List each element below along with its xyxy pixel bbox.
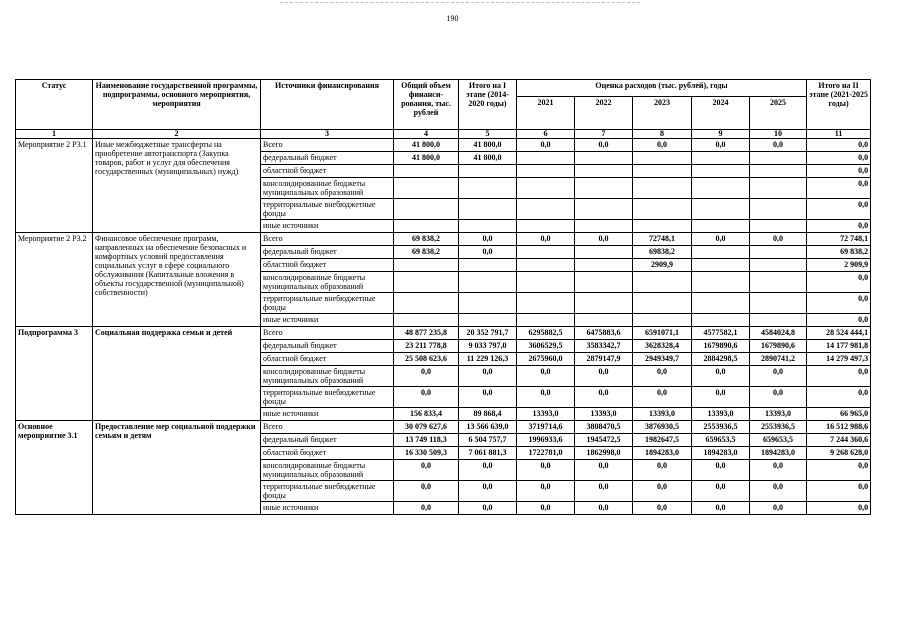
value-cell: 0,0 — [807, 178, 871, 199]
funding-source: федеральный бюджет — [261, 340, 394, 353]
value-cell — [692, 152, 750, 165]
value-cell — [692, 246, 750, 259]
value-cell — [394, 293, 459, 314]
funding-source: Всего — [261, 327, 394, 340]
value-cell: 0,0 — [807, 502, 871, 515]
value-cell: 0,0 — [633, 481, 692, 502]
value-cell: 0,0 — [807, 220, 871, 233]
value-cell — [692, 259, 750, 272]
value-cell: 6 504 757,7 — [459, 434, 517, 447]
value-cell: 20 352 791,7 — [459, 327, 517, 340]
value-cell — [692, 165, 750, 178]
value-cell: 2949349,7 — [633, 353, 692, 366]
value-cell: 0,0 — [517, 481, 575, 502]
header-stage1: Итого на I этапе (2014-2020 годы) — [459, 80, 517, 130]
value-cell: 3583342,7 — [575, 340, 633, 353]
value-cell: 4577582,1 — [692, 327, 750, 340]
value-cell — [459, 272, 517, 293]
value-cell: 13393,0 — [692, 408, 750, 421]
value-cell: 41 800,0 — [459, 152, 517, 165]
value-cell: 48 877 235,8 — [394, 327, 459, 340]
funding-source: иные источники — [261, 502, 394, 515]
value-cell: 0,0 — [459, 387, 517, 408]
value-cell — [692, 178, 750, 199]
funding-source: Всего — [261, 233, 394, 246]
header-year: 2025 — [750, 97, 807, 130]
funding-source: иные источники — [261, 314, 394, 327]
funding-source: областной бюджет — [261, 259, 394, 272]
value-cell: 659653,5 — [692, 434, 750, 447]
value-cell: 41 800,0 — [459, 139, 517, 152]
value-cell: 41 800,0 — [394, 139, 459, 152]
funding-source: территориальные внебюджетные фонды — [261, 481, 394, 502]
funding-source: федеральный бюджет — [261, 246, 394, 259]
value-cell: 0,0 — [633, 139, 692, 152]
value-cell: 2884298,5 — [692, 353, 750, 366]
header-row — [16, 80, 871, 97]
value-cell — [459, 259, 517, 272]
value-cell: 1996933,6 — [517, 434, 575, 447]
value-cell: 13 566 639,0 — [459, 421, 517, 434]
value-cell: 0,0 — [575, 481, 633, 502]
value-cell: 0,0 — [459, 460, 517, 481]
row-status: Основное мероприятие 3.1 — [16, 421, 93, 515]
value-cell — [575, 314, 633, 327]
value-cell — [750, 178, 807, 199]
value-cell: 6591071,1 — [633, 327, 692, 340]
value-cell: 69 838,2 — [394, 233, 459, 246]
value-cell: 0,0 — [517, 366, 575, 387]
value-cell: 6295882,5 — [517, 327, 575, 340]
value-cell — [394, 165, 459, 178]
value-cell: 0,0 — [807, 460, 871, 481]
value-cell: 13393,0 — [517, 408, 575, 421]
row-name: Финансовое обеспечение программ, направленных на обеспечение безопасных и комфортных условий предоставления социальных услуг в сфере социального обслуживания (Капитальные вложения в объекты государственной (муниципальной) собственности) — [93, 233, 261, 327]
value-cell: 2879147,9 — [575, 353, 633, 366]
scan-top-rule — [280, 2, 640, 3]
value-cell: 0,0 — [807, 293, 871, 314]
value-cell: 0,0 — [517, 387, 575, 408]
value-cell — [750, 272, 807, 293]
header-name: Наименование государственной программы, подпрограммы, основного мероприятия, мероприятия — [93, 80, 261, 130]
value-cell: 0,0 — [459, 502, 517, 515]
value-cell: 0,0 — [807, 387, 871, 408]
value-cell: 0,0 — [394, 502, 459, 515]
table-row — [16, 421, 871, 434]
header-status: Статус — [16, 80, 93, 130]
value-cell: 1945472,5 — [575, 434, 633, 447]
value-cell — [750, 246, 807, 259]
value-cell: 0,0 — [750, 139, 807, 152]
row-name: Иные межбюджетные трансферты на приобретение автотранспорта (Закупка товаров, работ и услуг для обеспечения государственных (муниципальных) нужд) — [93, 139, 261, 233]
column-number: 5 — [459, 130, 517, 139]
funding-source: консолидированные бюджеты муниципальных образований — [261, 460, 394, 481]
value-cell: 3876930,5 — [633, 421, 692, 434]
header-year: 2021 — [517, 97, 575, 130]
value-cell: 14 279 497,3 — [807, 353, 871, 366]
value-cell: 1862998,0 — [575, 447, 633, 460]
value-cell — [575, 220, 633, 233]
value-cell — [517, 293, 575, 314]
value-cell: 0,0 — [394, 460, 459, 481]
table-body — [16, 139, 871, 515]
funding-source: федеральный бюджет — [261, 152, 394, 165]
value-cell: 16 512 988,6 — [807, 421, 871, 434]
value-cell — [692, 199, 750, 220]
value-cell — [394, 199, 459, 220]
table-row — [16, 139, 871, 152]
value-cell: 3719714,6 — [517, 421, 575, 434]
value-cell: 0,0 — [807, 366, 871, 387]
value-cell: 1679890,6 — [750, 340, 807, 353]
value-cell: 0,0 — [692, 387, 750, 408]
value-cell: 23 211 778,8 — [394, 340, 459, 353]
value-cell: 13393,0 — [750, 408, 807, 421]
funding-source: областной бюджет — [261, 165, 394, 178]
value-cell: 41 800,0 — [394, 152, 459, 165]
value-cell: 156 833,4 — [394, 408, 459, 421]
value-cell: 0,0 — [517, 139, 575, 152]
value-cell: 1982647,5 — [633, 434, 692, 447]
value-cell — [633, 152, 692, 165]
value-cell: 0,0 — [750, 387, 807, 408]
row-status: Подпрограмма 3 — [16, 327, 93, 421]
page-number: 190 — [446, 14, 459, 23]
value-cell: 659653,5 — [750, 434, 807, 447]
header-sources: Источники финансирования — [261, 80, 394, 130]
value-cell — [575, 246, 633, 259]
value-cell — [750, 220, 807, 233]
value-cell — [575, 259, 633, 272]
table-row — [16, 327, 871, 340]
value-cell: 0,0 — [459, 481, 517, 502]
funding-source: Всего — [261, 421, 394, 434]
value-cell: 0,0 — [692, 502, 750, 515]
budget-table — [15, 79, 871, 515]
value-cell — [517, 199, 575, 220]
value-cell: 1894283,0 — [750, 447, 807, 460]
header-stage2: Итого на II этапе (2021-2025 годы) — [807, 80, 871, 130]
value-cell: 2553936,5 — [750, 421, 807, 434]
funding-source: консолидированные бюджеты муниципальных образований — [261, 366, 394, 387]
value-cell: 13393,0 — [633, 408, 692, 421]
value-cell: 0,0 — [575, 233, 633, 246]
column-number: 2 — [93, 130, 261, 139]
value-cell — [633, 220, 692, 233]
value-cell — [750, 259, 807, 272]
value-cell: 25 508 623,6 — [394, 353, 459, 366]
value-cell — [459, 293, 517, 314]
value-cell: 0,0 — [807, 481, 871, 502]
value-cell: 0,0 — [633, 460, 692, 481]
value-cell — [575, 152, 633, 165]
column-number: 3 — [261, 130, 394, 139]
value-cell: 6475883,6 — [575, 327, 633, 340]
value-cell — [459, 199, 517, 220]
column-number: 11 — [807, 130, 871, 139]
value-cell — [394, 178, 459, 199]
value-cell: 0,0 — [575, 366, 633, 387]
value-cell: 0,0 — [633, 502, 692, 515]
funding-source: иные источники — [261, 408, 394, 421]
value-cell: 0,0 — [692, 460, 750, 481]
row-status: Мероприятие 2 Р3.2 — [16, 233, 93, 327]
funding-source: областной бюджет — [261, 447, 394, 460]
value-cell: 13393,0 — [575, 408, 633, 421]
value-cell — [575, 293, 633, 314]
header-estimate: Оценка расходов (тыс. рублей), годы — [517, 80, 807, 97]
value-cell: 0,0 — [633, 387, 692, 408]
header-total-volume: Общий объем финанси-рования, тыс. рублей — [394, 80, 459, 130]
value-cell: 0,0 — [750, 460, 807, 481]
value-cell: 0,0 — [575, 460, 633, 481]
column-number: 9 — [692, 130, 750, 139]
value-cell: 69838,2 — [633, 246, 692, 259]
value-cell: 0,0 — [692, 481, 750, 502]
value-cell: 1894283,0 — [633, 447, 692, 460]
value-cell — [633, 272, 692, 293]
header-year: 2022 — [575, 97, 633, 130]
value-cell: 0,0 — [517, 502, 575, 515]
value-cell — [750, 152, 807, 165]
column-number: 7 — [575, 130, 633, 139]
value-cell: 2 909,9 — [807, 259, 871, 272]
value-cell: 2909,9 — [633, 259, 692, 272]
funding-source: территориальные внебюджетные фонды — [261, 199, 394, 220]
value-cell: 0,0 — [517, 460, 575, 481]
funding-source: территориальные внебюджетные фонды — [261, 387, 394, 408]
value-cell — [517, 220, 575, 233]
value-cell — [394, 314, 459, 327]
value-cell: 0,0 — [575, 139, 633, 152]
value-cell: 28 524 444,1 — [807, 327, 871, 340]
funding-source: иные источники — [261, 220, 394, 233]
value-cell — [750, 165, 807, 178]
value-cell — [692, 293, 750, 314]
value-cell: 3808470,5 — [575, 421, 633, 434]
column-number: 10 — [750, 130, 807, 139]
value-cell: 3606529,5 — [517, 340, 575, 353]
header-year: 2024 — [692, 97, 750, 130]
value-cell: 0,0 — [750, 481, 807, 502]
value-cell: 1894283,0 — [692, 447, 750, 460]
value-cell: 72 748,1 — [807, 233, 871, 246]
value-cell — [750, 314, 807, 327]
value-cell: 69 838,2 — [807, 246, 871, 259]
value-cell — [575, 272, 633, 293]
value-cell: 0,0 — [750, 502, 807, 515]
value-cell: 2553936,5 — [692, 421, 750, 434]
value-cell: 30 079 627,6 — [394, 421, 459, 434]
value-cell — [517, 259, 575, 272]
funding-source: федеральный бюджет — [261, 434, 394, 447]
value-cell — [633, 293, 692, 314]
value-cell: 7 244 360,6 — [807, 434, 871, 447]
column-number-row — [16, 130, 871, 139]
column-number: 4 — [394, 130, 459, 139]
row-name: Социальная поддержка семьи и детей — [93, 327, 261, 421]
row-status: Мероприятие 2 Р3.1 — [16, 139, 93, 233]
value-cell: 9 033 797,0 — [459, 340, 517, 353]
value-cell: 1679890,6 — [692, 340, 750, 353]
value-cell: 13 749 118,3 — [394, 434, 459, 447]
value-cell: 0,0 — [394, 366, 459, 387]
row-name: Предоставление мер социальной поддержки семьям и детям — [93, 421, 261, 515]
value-cell: 2890741,2 — [750, 353, 807, 366]
funding-source: консолидированные бюджеты муниципальных образований — [261, 178, 394, 199]
value-cell: 0,0 — [807, 314, 871, 327]
value-cell: 7 061 881,3 — [459, 447, 517, 460]
value-cell: 0,0 — [459, 246, 517, 259]
value-cell: 0,0 — [575, 502, 633, 515]
value-cell — [750, 293, 807, 314]
funding-source: областной бюджет — [261, 353, 394, 366]
table-row — [16, 233, 871, 246]
value-cell — [575, 178, 633, 199]
value-cell — [633, 178, 692, 199]
value-cell — [517, 152, 575, 165]
value-cell — [517, 314, 575, 327]
value-cell — [517, 178, 575, 199]
value-cell: 0,0 — [394, 481, 459, 502]
column-number: 8 — [633, 130, 692, 139]
value-cell: 0,0 — [807, 165, 871, 178]
column-number: 1 — [16, 130, 93, 139]
value-cell — [633, 199, 692, 220]
value-cell — [459, 314, 517, 327]
funding-source: консолидированные бюджеты муниципальных образований — [261, 272, 394, 293]
value-cell: 66 965,0 — [807, 408, 871, 421]
value-cell: 1722781,0 — [517, 447, 575, 460]
value-cell — [633, 314, 692, 327]
value-cell: 0,0 — [459, 366, 517, 387]
value-cell — [692, 314, 750, 327]
value-cell — [575, 165, 633, 178]
value-cell: 14 177 981,8 — [807, 340, 871, 353]
value-cell: 0,0 — [394, 387, 459, 408]
value-cell: 0,0 — [692, 233, 750, 246]
funding-source: Всего — [261, 139, 394, 152]
value-cell: 0,0 — [575, 387, 633, 408]
value-cell: 0,0 — [807, 199, 871, 220]
value-cell: 0,0 — [692, 366, 750, 387]
value-cell: 4584024,8 — [750, 327, 807, 340]
value-cell — [517, 246, 575, 259]
value-cell: 0,0 — [692, 139, 750, 152]
value-cell — [633, 165, 692, 178]
value-cell: 89 868,4 — [459, 408, 517, 421]
value-cell: 2675960,0 — [517, 353, 575, 366]
value-cell — [459, 165, 517, 178]
value-cell: 0,0 — [750, 366, 807, 387]
value-cell — [394, 259, 459, 272]
value-cell: 0,0 — [807, 272, 871, 293]
value-cell — [394, 272, 459, 293]
funding-source: территориальные внебюджетные фонды — [261, 293, 394, 314]
header-year: 2023 — [633, 97, 692, 130]
value-cell — [517, 165, 575, 178]
value-cell: 0,0 — [633, 366, 692, 387]
value-cell — [692, 272, 750, 293]
value-cell: 69 838,2 — [394, 246, 459, 259]
value-cell: 9 268 628,0 — [807, 447, 871, 460]
value-cell: 0,0 — [807, 152, 871, 165]
value-cell: 72748,1 — [633, 233, 692, 246]
value-cell: 0,0 — [517, 233, 575, 246]
value-cell — [459, 220, 517, 233]
value-cell: 11 229 126,3 — [459, 353, 517, 366]
value-cell: 16 330 509,3 — [394, 447, 459, 460]
value-cell: 3628328,4 — [633, 340, 692, 353]
value-cell: 0,0 — [459, 233, 517, 246]
value-cell — [394, 220, 459, 233]
value-cell — [575, 199, 633, 220]
value-cell — [692, 220, 750, 233]
column-number: 6 — [517, 130, 575, 139]
value-cell: 0,0 — [807, 139, 871, 152]
value-cell — [459, 178, 517, 199]
value-cell — [517, 272, 575, 293]
value-cell — [750, 199, 807, 220]
value-cell: 0,0 — [750, 233, 807, 246]
